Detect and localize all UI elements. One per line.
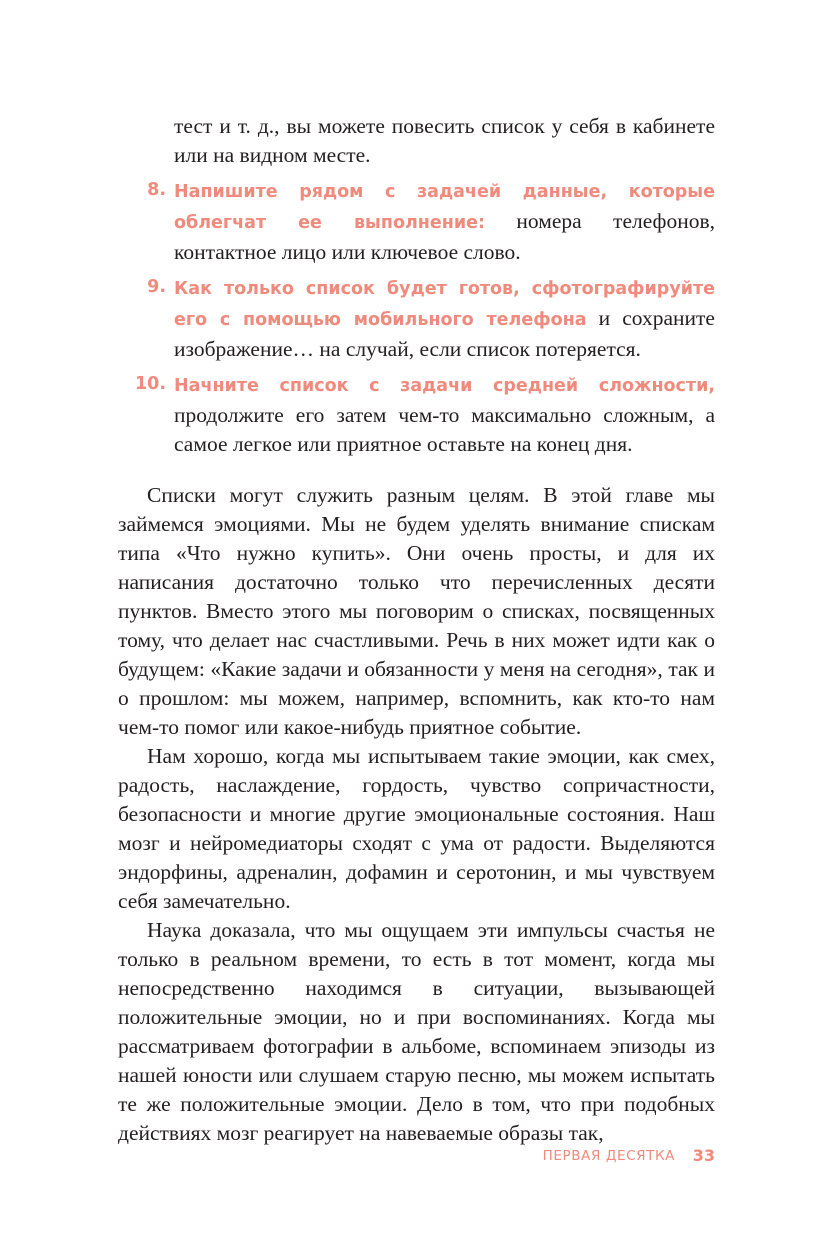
- page-footer: [0, 1148, 833, 1168]
- paragraph: Списки могут служить разным целям. В этой главе мы займемся эмоциями. Мы не будем уделять внимание спискам типа «Что нужно купить». Они очень просты, и для их написания достаточно только что перечисленных десяти пунктов. Вместо этого мы поговорим о списках, посвященных тому, что делает нас счастливыми. Речь в них может идти как о будущем: «Какие задачи и обязанности у меня на сегодня», так и о прошлом: мы можем, например, вспомнить, как кто-то нам чем-то помог или какое-нибудь приятное событие.: [118, 483, 715, 739]
- list-item-number: 10.: [134, 374, 166, 394]
- page-content: [118, 112, 715, 1148]
- paragraph: Наука доказала, что мы ощущаем эти импульсы счастья не только в реальном времени, то есть в тот момент, когда мы непосредственно находимся в ситуации, вызывающей положительные эмоции, но и при воспоминаниях. Когда мы рассматриваем фотографии в альбоме, вспоминаем эпизоды из нашей юности или слушаем старую песню, мы можем испытать те же положительные эмоции. Дело в том, что при подобных действиях мозг реагирует на навеваемые образы так,: [118, 918, 715, 1145]
- list-item-9: [118, 273, 715, 364]
- list-item-highlight: Как только список будет готов, сфотографируйте его с помощью мобильного телефона: [174, 279, 715, 330]
- numbered-list: [118, 112, 715, 459]
- list-item-text: и сохраните изображение… на случай, если список потеряется.: [174, 306, 715, 361]
- body-text: [118, 481, 715, 1148]
- list-item-text: продолжите его затем чем-то максимально сложным, а самое легкое или приятное оставьте на конец дня.: [174, 403, 715, 456]
- list-item-highlight: Начните список с задачи средней сложности,: [174, 376, 715, 396]
- list-item-text: номера телефонов, контактное лицо или ключевое слово.: [174, 209, 715, 264]
- paragraph: Нам хорошо, когда мы испытываем такие эмоции, как смех, радость, наслаждение, гордость, чувство сопричастности, безопасности и многие другие эмоциональные состояния. Наш мозг и нейромедиаторы сходят с ума от радости. Выделяются эндорфины, адреналин, дофамин и серотонин, и мы чувствуем себя замечательно.: [118, 744, 715, 913]
- list-item-8: [118, 176, 715, 267]
- list-continuation: тест и т. д., вы можете повесить список у себя в кабинете или на видном месте.: [174, 114, 715, 167]
- list-item-number: 8.: [147, 180, 166, 200]
- list-item-10: [118, 370, 715, 459]
- running-footer-title: ПЕРВАЯ ДЕСЯТКА: [542, 1148, 675, 1164]
- list-item-highlight: Напишите рядом с задачей данные, которые облегчат ее выполнение:: [174, 182, 715, 233]
- page-number: 33: [692, 1146, 715, 1165]
- list-item-number: 9.: [147, 277, 166, 297]
